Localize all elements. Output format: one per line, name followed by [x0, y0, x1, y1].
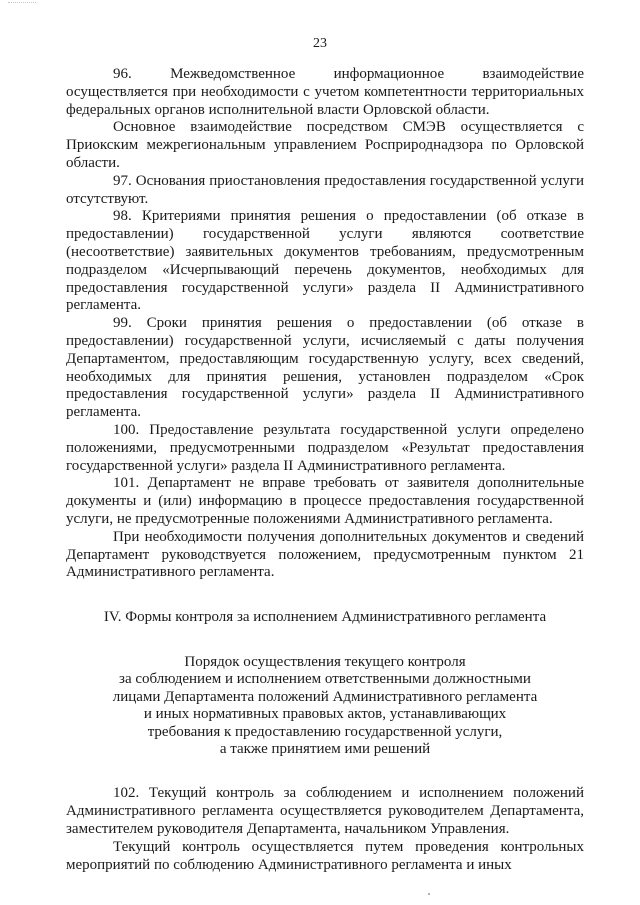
paragraph-99: 99. Сроки принятия решения о предоставлении (об отказе в предоставлении) государственной услуги, исчисляемый с даты получения Департаментом, предоставляющим государственную услугу, всех сведений, необходимых для принятия решения, установлен подразделом «Срок предоставления государственной услуги» раздела II Административного регламента. [66, 315, 584, 421]
subsection-title-line: а также принятием ими решений [219, 740, 431, 757]
scan-artifact [8, 2, 36, 5]
paragraph-101: 101. Департамент не вправе требовать от заявителя дополнительные документы и (или) информацию в процессе предоставления государственной услуги, не предусмотренные положениями Административного регламента. [66, 475, 584, 527]
section-heading: IV. Формы контроля за исполнением Административного регламента [103, 609, 547, 626]
subsection-title-line: и иных нормативных правовых актов, устанавливающих [143, 706, 507, 723]
paragraph-97: 97. Основания приостановления предоставления государственной услуги отсутствуют. [66, 172, 584, 207]
paragraph-100: 100. Предоставление результата государственной услуги определено положениями, предусмотренными подразделом «Результат предоставления государственной услуги» раздела II Административного регламента. [66, 421, 584, 474]
paragraph-98: 98. Критериями принятия решения о предоставлении (об отказе в предоставлении) государственной услуги являются соответствие (несоответствие) заявительных документов требованиям, предусмотренным подразделом «Исчерпывающий перечень документов, необходимых для предоставления государственной услуги» раздела II Административного регламента. [66, 208, 584, 314]
scan-artifact-dot [428, 893, 430, 895]
paragraph-101-continuation: При необходимости получения дополнительных документов и сведений Департамент руководствуется положением, предусмотренным пунктом 21 Административного регламента. [66, 528, 584, 581]
subsection-title-line: требования к предоставлению государственной услуги, [147, 723, 503, 740]
paragraph-96-continuation: Основное взаимодействие посредством СМЭВ осуществляется с Приокским межрегиональным управлением Росприроднадзора по Орловской области. [66, 119, 584, 171]
subsection-title [105, 654, 545, 758]
subsection-title-line: лицами Департамента положений Административного регламента [112, 688, 538, 705]
paragraph-102: 102. Текущий контроль за соблюдением и исполнением положений Административного регламента осуществляется руководителем Департамента, заместителем руководителя Департамента, начальником Управления. [66, 785, 584, 837]
subsection-title-line: за соблюдением и исполнением ответственными должностными [119, 671, 531, 688]
subsection-title-line: Порядок осуществления текущего контроля [184, 653, 466, 670]
paragraph-96: 96. Межведомственное информационное взаимодействие осуществляется при необходимости с учетом компетентности территориальных федеральных органов исполнительной власти Орловской области. [66, 66, 584, 118]
paragraph-102-continuation: Текущий контроль осуществляется путем проведения контрольных мероприятий по соблюдению Административного регламента и иных [66, 838, 584, 873]
page-number: 23 [313, 36, 327, 51]
document-body [66, 66, 584, 874]
